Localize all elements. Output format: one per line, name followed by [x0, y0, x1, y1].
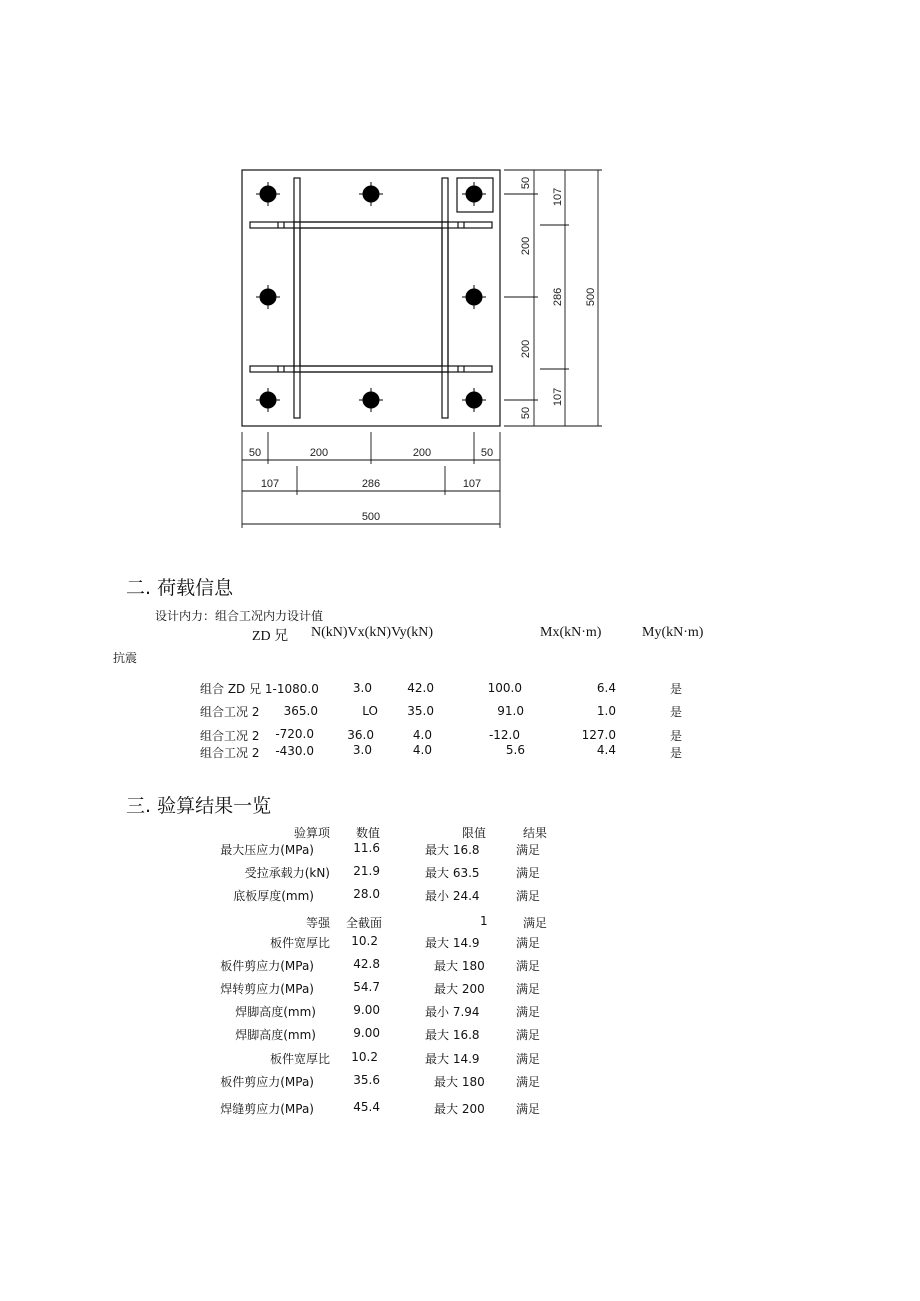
check-value: 全截面	[345, 916, 382, 930]
load-n: -430.0	[275, 744, 314, 758]
check-result: 满足	[516, 866, 541, 880]
check-result: 满足	[516, 1028, 541, 1042]
check-value: 35.6	[353, 1073, 380, 1087]
check-limit: 最大 16.8	[425, 1028, 480, 1042]
check-item: 焊缝剪应力(MPa)	[220, 1102, 314, 1116]
check-limit: 最大 14.9	[425, 936, 480, 950]
check-limit: 1	[480, 914, 488, 928]
load-vy: 4.0	[412, 728, 432, 742]
load-seismic: 是	[670, 729, 683, 743]
load-vx: 3.0	[352, 681, 372, 695]
load-vy: 35.0	[407, 704, 434, 718]
load-case-name: 组合 ZD 兄 1-1080.0	[200, 682, 319, 696]
base-plate-drawing	[230, 160, 610, 535]
col-header-result: 结果	[523, 826, 548, 840]
dim-right-3: 200	[520, 339, 532, 359]
dim-right-4: 50	[520, 406, 532, 420]
dim-bottom-1: 50	[248, 447, 262, 459]
check-value: 45.4	[353, 1100, 380, 1114]
check-limit: 最大 63.5	[425, 866, 480, 880]
check-limit: 最大 200	[434, 982, 485, 996]
check-result: 满足	[516, 889, 541, 903]
plate-outline	[242, 170, 500, 426]
design-force-subtitle: 设计内力：组合工况内力设计值	[155, 609, 324, 623]
dim-right-5: 107	[552, 187, 564, 207]
load-vx: LO	[362, 704, 378, 718]
check-result: 满足	[516, 1075, 541, 1089]
check-limit: 最小 7.94	[425, 1005, 480, 1019]
dim-right-2: 200	[520, 236, 532, 256]
check-item: 焊转剪应力(MPa)	[220, 982, 314, 996]
load-my: 127.0	[581, 728, 616, 742]
check-item: 板件剪应力(MPa)	[220, 1075, 314, 1089]
check-item: 焊脚高度(mm)	[235, 1028, 316, 1042]
dim-bottom-5: 107	[260, 478, 280, 490]
check-item: 板件宽厚比	[269, 936, 330, 950]
check-item: 底板厚度(mm)	[233, 889, 314, 903]
anchor-bolt-icon	[462, 285, 486, 309]
dim-right-6: 286	[552, 287, 564, 307]
load-mx: 91.0	[497, 704, 524, 718]
check-limit: 最大 180	[434, 1075, 485, 1089]
check-result: 满足	[516, 843, 541, 857]
dim-right-1: 50	[520, 176, 532, 190]
load-n: -720.0	[275, 727, 314, 741]
dim-bottom-3: 200	[412, 447, 432, 459]
check-item: 等强	[305, 916, 330, 930]
col-header-item: 验算项	[293, 826, 330, 840]
load-case-name: 组合工况 2	[200, 746, 260, 760]
check-value: 11.6	[353, 841, 380, 855]
load-vy: 42.0	[407, 681, 434, 695]
check-value: 54.7	[353, 980, 380, 994]
anchor-bolt-icon	[256, 388, 280, 412]
load-mx: 5.6	[505, 743, 525, 757]
col-header-my: My(kN·m)	[642, 625, 704, 640]
load-mx: -12.0	[488, 728, 520, 742]
load-my: 6.4	[596, 681, 616, 695]
load-my: 1.0	[596, 704, 616, 718]
check-result: 满足	[516, 936, 541, 950]
anchor-bolt-icon	[359, 388, 383, 412]
load-vx: 3.0	[352, 743, 372, 757]
check-limit: 最小 24.4	[425, 889, 480, 903]
dim-right-total: 500	[585, 287, 597, 307]
col-header-limit: 限值	[461, 826, 486, 840]
load-seismic: 是	[670, 682, 683, 696]
dim-bottom-4: 50	[480, 447, 494, 459]
column-outer	[294, 222, 448, 372]
check-limit: 最大 16.8	[425, 843, 480, 857]
anchor-bolt-icon	[256, 182, 280, 206]
check-item: 最大压应力(MPa)	[220, 843, 314, 857]
check-result: 满足	[516, 1102, 541, 1116]
check-value: 9.00	[353, 1003, 380, 1017]
check-value: 21.9	[353, 864, 380, 878]
col-header-case: ZD 兄	[252, 629, 289, 644]
check-value: 42.8	[353, 957, 380, 971]
dim-right-7: 107	[552, 387, 564, 407]
dim-bottom-7: 107	[462, 478, 482, 490]
load-vx: 36.0	[347, 728, 374, 742]
col-header-value: 数值	[355, 826, 380, 840]
check-item: 受拉承载力(kN)	[244, 866, 330, 880]
col-header-mx: Mx(kN·m)	[540, 625, 602, 640]
section-title-results: 三. 验算结果一览	[126, 795, 272, 817]
check-value: 28.0	[353, 887, 380, 901]
load-n: 365.0	[283, 704, 318, 718]
check-limit: 最大 200	[434, 1102, 485, 1116]
check-result: 满足	[516, 982, 541, 996]
load-seismic: 是	[670, 746, 683, 760]
check-result: 满足	[516, 1005, 541, 1019]
check-result: 满足	[516, 1052, 541, 1066]
check-result: 满足	[523, 916, 548, 930]
check-item: 板件宽厚比	[269, 1052, 330, 1066]
col-header-seismic: 抗震	[113, 651, 138, 665]
check-item: 焊脚高度(mm)	[235, 1005, 316, 1019]
dim-bottom-total: 500	[361, 511, 381, 523]
dim-bottom-2: 200	[309, 447, 329, 459]
check-value: 10.2	[351, 1050, 378, 1064]
anchor-bolt-icon	[462, 182, 486, 206]
load-vy: 4.0	[412, 743, 432, 757]
load-seismic: 是	[670, 705, 683, 719]
check-limit: 最大 14.9	[425, 1052, 480, 1066]
anchor-bolt-icon	[462, 388, 486, 412]
check-limit: 最大 180	[434, 959, 485, 973]
dim-bottom-6: 286	[361, 478, 381, 490]
check-value: 9.00	[353, 1026, 380, 1040]
anchor-bolt-icon	[256, 285, 280, 309]
anchor-bolt-icon	[359, 182, 383, 206]
col-header-n-vx-vy: N(kN)Vx(kN)Vy(kN)	[311, 625, 434, 640]
check-result: 满足	[516, 959, 541, 973]
check-item: 板件剪应力(MPa)	[220, 959, 314, 973]
section-title-loads: 二. 荷载信息	[126, 577, 234, 599]
check-value: 10.2	[351, 934, 378, 948]
load-my: 4.4	[596, 743, 616, 757]
load-case-name: 组合工况 2	[200, 729, 260, 743]
load-case-name: 组合工况 2	[200, 705, 260, 719]
load-mx: 100.0	[487, 681, 522, 695]
column-inner	[300, 228, 442, 366]
